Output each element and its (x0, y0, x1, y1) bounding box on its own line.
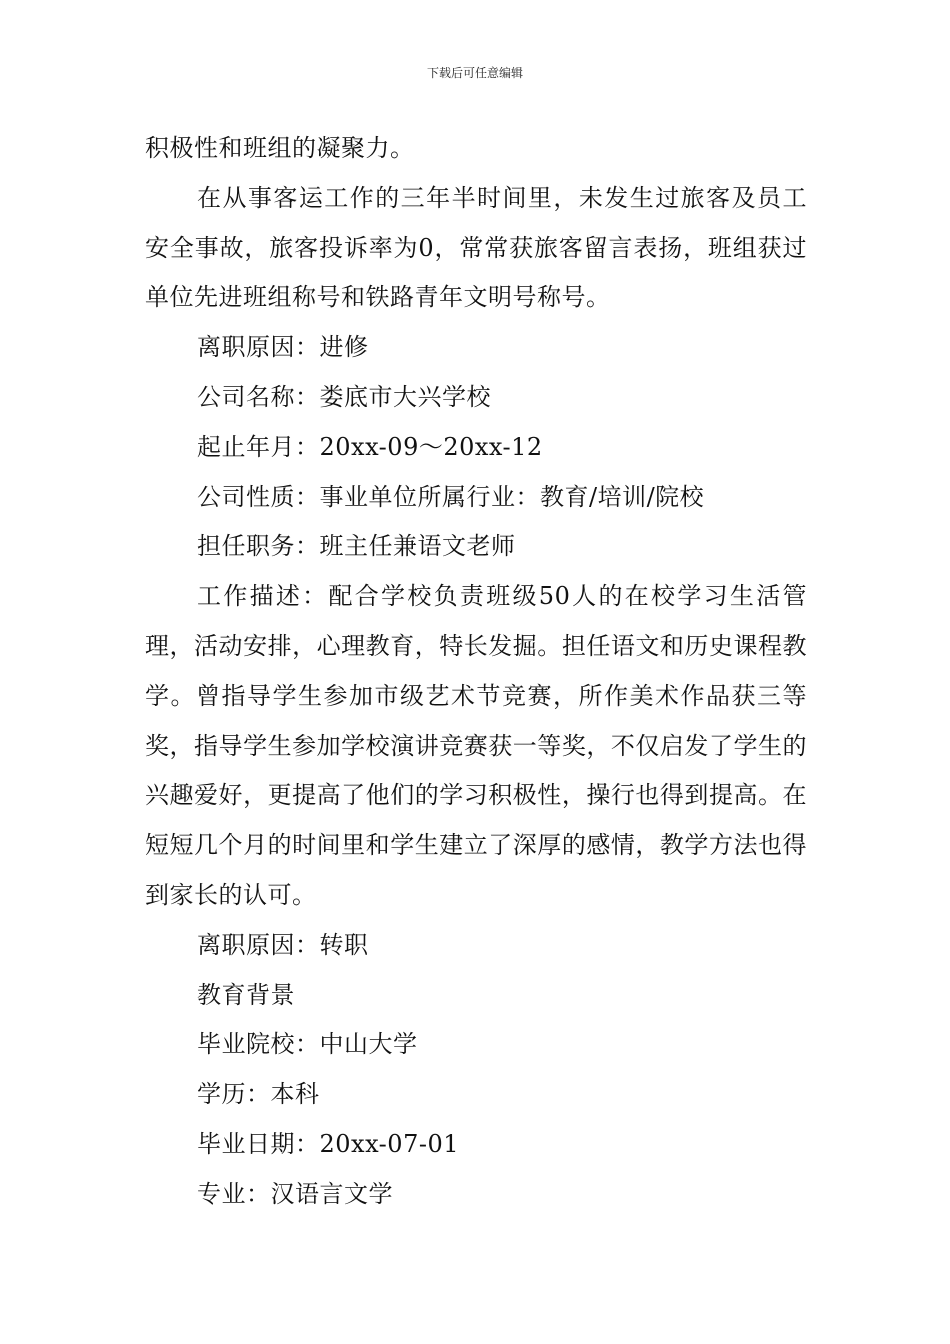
paragraph: 毕业日期：20xx-07-01 (197, 1129, 459, 1158)
paragraph: 工作描述：配合学校负责班级50人的在校学习生活管理，活动安排，心理教育，特长发掘。担任语文和历史课程教学。曾指导学生参加市级艺术节竞赛，所作美术作品获三等奖，指导学生参加学校演讲竞赛获一等奖，不仅启发了学生的兴趣爱好，更提高了他们的学习积极性，操行也得到提高。在短短几个月的时间里和学生建立了深厚的感情，教学方法也得到家长的认可。 (145, 582, 807, 909)
paragraph: 离职原因：转职 (197, 930, 369, 959)
paragraph: 学历：本科 (197, 1080, 320, 1109)
paragraph: 积极性和班组的凝聚力。 (145, 134, 415, 162)
page-header: 下载后可任意编辑 (426, 66, 523, 80)
paragraph: 离职原因：进修 (197, 333, 369, 362)
paragraph: 公司名称：娄底市大兴学校 (197, 382, 491, 411)
document-body (145, 124, 807, 1220)
paragraph: 公司性质：事业单位所属行业：教育/培训/院校 (197, 482, 705, 511)
paragraph: 在从事客运工作的三年半时间里，未发生过旅客及员工安全事故，旅客投诉率为0，常常获旅客留言表扬，班组获过单位先进班组称号和铁路青年文明号称号。 (145, 183, 807, 312)
paragraph: 毕业院校：中山大学 (197, 1030, 418, 1059)
section-heading: 教育背景 (197, 980, 295, 1009)
paragraph: 专业：汉语言文学 (197, 1179, 393, 1208)
paragraph: 起止年月：20xx-09～20xx-12 (197, 432, 543, 461)
paragraph: 担任职务：班主任兼语文老师 (197, 532, 516, 561)
